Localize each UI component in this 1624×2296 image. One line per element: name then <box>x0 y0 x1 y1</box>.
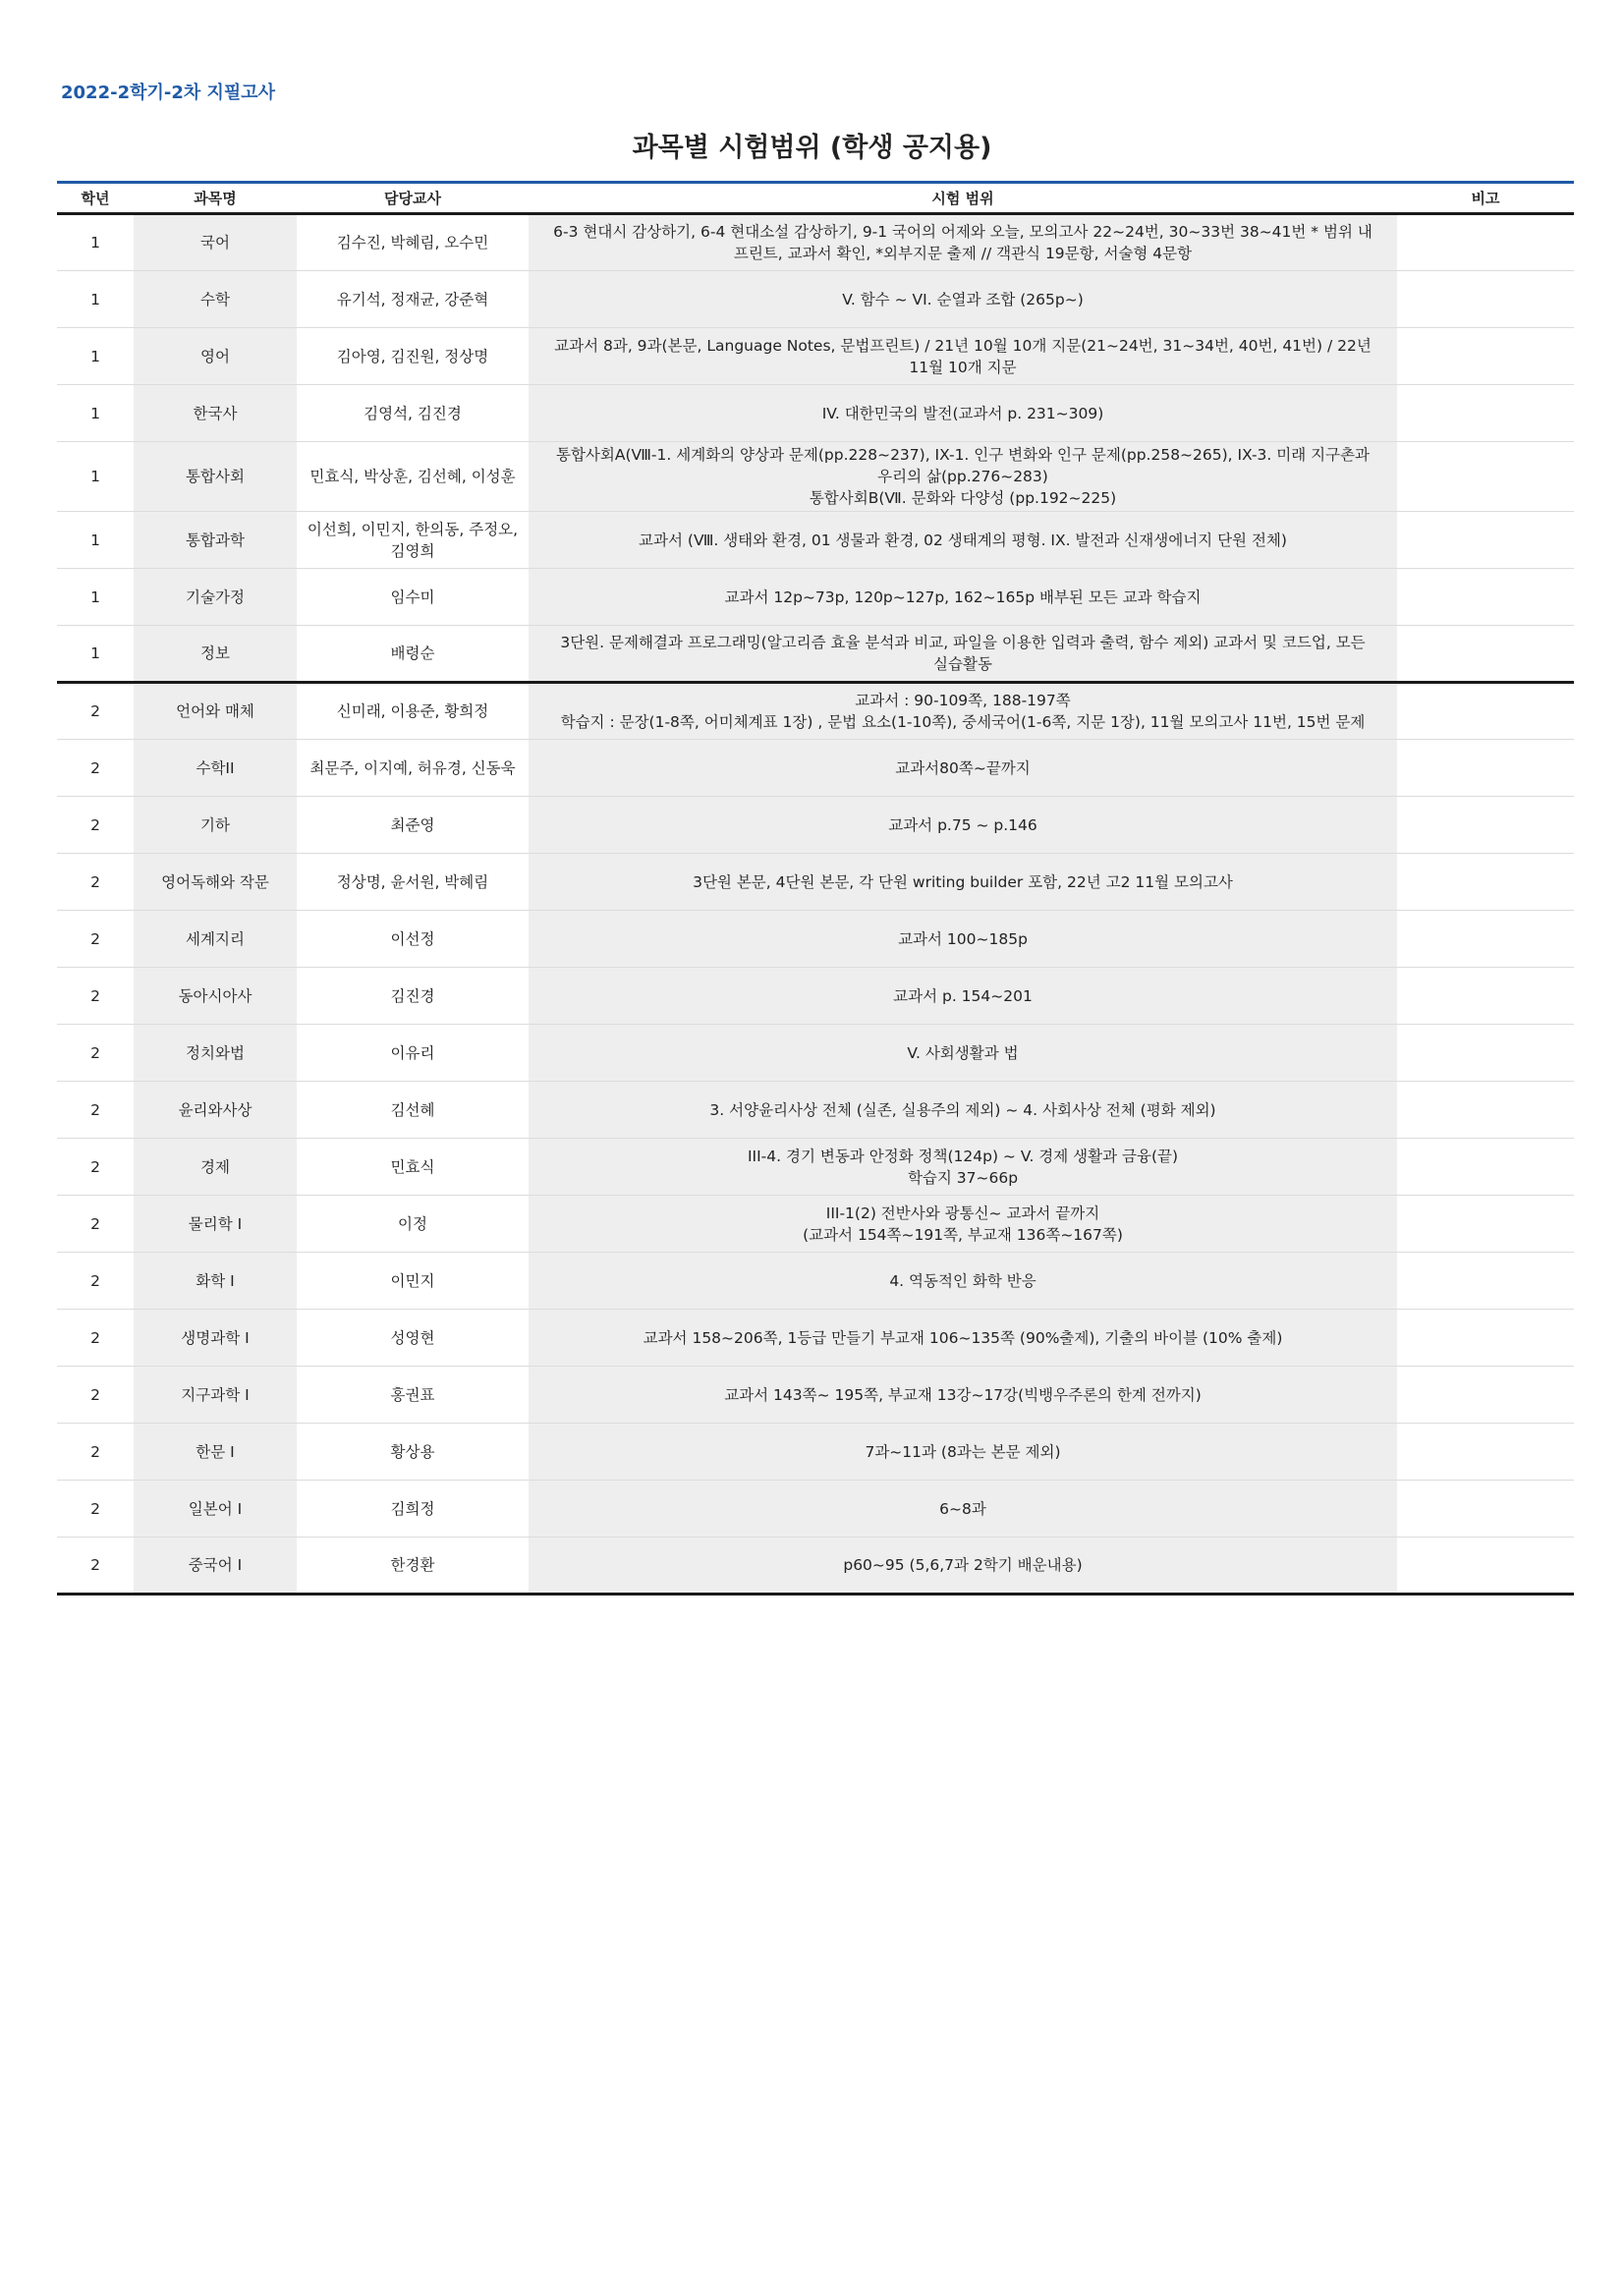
cell-grade: 2 <box>57 854 134 911</box>
cell-subject: 물리학 I <box>134 1196 297 1253</box>
cell-subject: 수학II <box>134 740 297 797</box>
cell-scope: p60~95 (5,6,7과 2학기 배운내용) <box>529 1538 1397 1595</box>
cell-subject: 지구과학 I <box>134 1367 297 1424</box>
cell-scope: IV. 대한민국의 발전(교과서 p. 231~309) <box>529 385 1397 442</box>
table-row <box>57 1367 1574 1424</box>
cell-grade: 2 <box>57 740 134 797</box>
cell-teachers: 신미래, 이용준, 황희정 <box>297 683 529 740</box>
cell-teachers: 이선정 <box>297 911 529 968</box>
cell-scope: 교과서80쪽~끝까지 <box>529 740 1397 797</box>
cell-subject: 한문 I <box>134 1424 297 1481</box>
table-row <box>57 626 1574 683</box>
column-header-note: 비고 <box>1397 183 1574 214</box>
cell-teachers: 황상용 <box>297 1424 529 1481</box>
cell-scope: 교과서 100~185p <box>529 911 1397 968</box>
page-title: 과목별 시험범위 (학생 공지용) <box>632 133 992 163</box>
cell-scope: 교과서 143쪽~ 195쪽, 부교재 13강~17강(빅뱅우주론의 한계 전까지) <box>529 1367 1397 1424</box>
cell-subject: 영어독해와 작문 <box>134 854 297 911</box>
table-row <box>57 442 1574 512</box>
cell-subject: 수학 <box>134 271 297 328</box>
cell-teachers: 이민지 <box>297 1253 529 1310</box>
table-row <box>57 385 1574 442</box>
cell-teachers: 배령순 <box>297 626 529 683</box>
table-row <box>57 1253 1574 1310</box>
cell-scope: 교과서 p.75 ~ p.146 <box>529 797 1397 854</box>
table-row <box>57 1481 1574 1538</box>
cell-note <box>1397 1253 1574 1310</box>
cell-grade: 2 <box>57 1538 134 1595</box>
cell-grade: 1 <box>57 385 134 442</box>
cell-teachers: 민효식 <box>297 1139 529 1196</box>
cell-note <box>1397 385 1574 442</box>
cell-subject: 영어 <box>134 328 297 385</box>
cell-teachers: 김영석, 김진경 <box>297 385 529 442</box>
cell-note <box>1397 512 1574 569</box>
cell-grade: 1 <box>57 214 134 271</box>
cell-grade: 2 <box>57 683 134 740</box>
cell-scope: 교과서 12p~73p, 120p~127p, 162~165p 배부된 모든 교과 학습지 <box>529 569 1397 626</box>
table-header-row <box>57 183 1574 214</box>
table-row <box>57 1082 1574 1139</box>
cell-subject: 통합사회 <box>134 442 297 512</box>
cell-grade: 2 <box>57 1481 134 1538</box>
column-header-subject: 과목명 <box>134 183 297 214</box>
cell-grade: 2 <box>57 968 134 1025</box>
cell-subject: 중국어 I <box>134 1538 297 1595</box>
table-row <box>57 854 1574 911</box>
cell-subject: 국어 <box>134 214 297 271</box>
cell-teachers: 이정 <box>297 1196 529 1253</box>
cell-subject: 통합과학 <box>134 512 297 569</box>
cell-scope: 6~8과 <box>529 1481 1397 1538</box>
cell-scope: 통합사회A(Ⅷ-1. 세계화의 양상과 문제(pp.228~237), IX-1. 인구 변화와 인구 문제(pp.258~265), IX-3. 미래 지구촌과 우리의 삶(pp.276~283) 통합사회B(Ⅶ. 문화와 다양성 (pp.192~225) <box>529 442 1397 512</box>
cell-scope: 교과서 (Ⅷ. 생태와 환경, 01 생물과 환경, 02 생태계의 평형. IX. 발전과 신재생에너지 단원 전체) <box>529 512 1397 569</box>
cell-teachers: 최준영 <box>297 797 529 854</box>
cell-subject: 한국사 <box>134 385 297 442</box>
cell-grade: 2 <box>57 911 134 968</box>
cell-note <box>1397 797 1574 854</box>
cell-note <box>1397 1082 1574 1139</box>
cell-scope: 교과서 p. 154~201 <box>529 968 1397 1025</box>
cell-scope: 3단원 본문, 4단원 본문, 각 단원 writing builder 포함, 22년 고2 11월 모의고사 <box>529 854 1397 911</box>
table-row <box>57 1310 1574 1367</box>
table-row <box>57 512 1574 569</box>
cell-note <box>1397 1025 1574 1082</box>
cell-teachers: 민효식, 박상훈, 김선혜, 이성훈 <box>297 442 529 512</box>
cell-teachers: 유기석, 정재균, 강준혁 <box>297 271 529 328</box>
cell-note <box>1397 1367 1574 1424</box>
cell-scope: 3. 서양윤리사상 전체 (실존, 실용주의 제외) ~ 4. 사회사상 전체 (평화 제외) <box>529 1082 1397 1139</box>
table-row <box>57 797 1574 854</box>
cell-subject: 언어와 매체 <box>134 683 297 740</box>
cell-subject: 일본어 I <box>134 1481 297 1538</box>
cell-subject: 윤리와사상 <box>134 1082 297 1139</box>
cell-note <box>1397 1424 1574 1481</box>
table-row <box>57 1424 1574 1481</box>
cell-scope: V. 함수 ~ VI. 순열과 조합 (265p~) <box>529 271 1397 328</box>
cell-teachers: 김진경 <box>297 968 529 1025</box>
cell-teachers: 김수진, 박혜림, 오수민 <box>297 214 529 271</box>
cell-teachers: 최문주, 이지예, 허유경, 신동욱 <box>297 740 529 797</box>
table-row <box>57 214 1574 271</box>
cell-grade: 1 <box>57 512 134 569</box>
cell-subject: 경제 <box>134 1139 297 1196</box>
cell-grade: 2 <box>57 1139 134 1196</box>
cell-scope: 4. 역동적인 화학 반응 <box>529 1253 1397 1310</box>
cell-note <box>1397 683 1574 740</box>
table-row <box>57 683 1574 740</box>
cell-scope: 교과서 : 90-109쪽, 188-197쪽 학습지 : 문장(1-8쪽, 어미체계표 1장) , 문법 요소(1-10쪽), 중세국어(1-6쪽, 지문 1장), 11월 모의고사 11번, 15번 문제 <box>529 683 1397 740</box>
cell-grade: 2 <box>57 1310 134 1367</box>
exam-range-table <box>57 181 1574 1596</box>
document-label: 2022-2학기-2차 지필고사 <box>61 83 276 103</box>
column-header-teachers: 담당교사 <box>297 183 529 214</box>
cell-subject: 기하 <box>134 797 297 854</box>
table-row <box>57 968 1574 1025</box>
cell-note <box>1397 1481 1574 1538</box>
cell-subject: 정보 <box>134 626 297 683</box>
cell-teachers: 임수미 <box>297 569 529 626</box>
table-row <box>57 328 1574 385</box>
cell-grade: 1 <box>57 328 134 385</box>
cell-grade: 2 <box>57 1367 134 1424</box>
cell-note <box>1397 626 1574 683</box>
cell-subject: 생명과학 I <box>134 1310 297 1367</box>
cell-grade: 2 <box>57 1253 134 1310</box>
cell-scope: 교과서 8과, 9과(본문, Language Notes, 문법프린트) / 21년 10월 10개 지문(21~24번, 31~34번, 40번, 41번) / 22년 11월 10개 지문 <box>529 328 1397 385</box>
cell-scope: 3단원. 문제해결과 프로그래밍(알고리즘 효율 분석과 비교, 파일을 이용한 입력과 출력, 함수 제외) 교과서 및 코드업, 모든 실습활동 <box>529 626 1397 683</box>
cell-teachers: 김희정 <box>297 1481 529 1538</box>
cell-subject: 정치와법 <box>134 1025 297 1082</box>
table-row <box>57 1538 1574 1595</box>
cell-note <box>1397 1310 1574 1367</box>
cell-scope: 6-3 현대시 감상하기, 6-4 현대소설 감상하기, 9-1 국어의 어제와 오늘, 모의고사 22~24번, 30~33번 38~41번 * 범위 내 프린트, 교과서 확인, *외부지문 출제 // 객관식 19문항, 서술형 4문항 <box>529 214 1397 271</box>
cell-teachers: 정상명, 윤서원, 박혜림 <box>297 854 529 911</box>
cell-grade: 2 <box>57 797 134 854</box>
cell-teachers: 홍권표 <box>297 1367 529 1424</box>
cell-subject: 기술가정 <box>134 569 297 626</box>
cell-grade: 1 <box>57 569 134 626</box>
cell-teachers: 김아영, 김진원, 정상명 <box>297 328 529 385</box>
column-header-grade: 학년 <box>57 183 134 214</box>
cell-note <box>1397 968 1574 1025</box>
table-row <box>57 1196 1574 1253</box>
cell-note <box>1397 1538 1574 1595</box>
cell-grade: 2 <box>57 1025 134 1082</box>
cell-subject: 세계지리 <box>134 911 297 968</box>
table-row <box>57 1139 1574 1196</box>
cell-teachers: 이선희, 이민지, 한의동, 주정오, 김영희 <box>297 512 529 569</box>
cell-teachers: 성영현 <box>297 1310 529 1367</box>
cell-note <box>1397 854 1574 911</box>
cell-scope: 교과서 158~206쪽, 1등급 만들기 부교재 106~135쪽 (90%출제), 기출의 바이블 (10% 출제) <box>529 1310 1397 1367</box>
cell-scope: 7과~11과 (8과는 본문 제외) <box>529 1424 1397 1481</box>
table-row <box>57 740 1574 797</box>
table-row <box>57 569 1574 626</box>
cell-teachers: 김선혜 <box>297 1082 529 1139</box>
cell-grade: 2 <box>57 1424 134 1481</box>
cell-note <box>1397 442 1574 512</box>
cell-grade: 2 <box>57 1082 134 1139</box>
cell-note <box>1397 911 1574 968</box>
cell-subject: 화학 I <box>134 1253 297 1310</box>
table-body <box>57 214 1574 1595</box>
cell-teachers: 한경환 <box>297 1538 529 1595</box>
table-row <box>57 911 1574 968</box>
cell-scope: III-4. 경기 변동과 안정화 정책(124p) ~ V. 경제 생활과 금융(끝) 학습지 37~66p <box>529 1139 1397 1196</box>
cell-scope: V. 사회생활과 법 <box>529 1025 1397 1082</box>
column-header-scope: 시험 범위 <box>529 183 1397 214</box>
cell-note <box>1397 214 1574 271</box>
cell-note <box>1397 328 1574 385</box>
cell-grade: 1 <box>57 271 134 328</box>
cell-grade: 1 <box>57 442 134 512</box>
cell-note <box>1397 569 1574 626</box>
cell-note <box>1397 271 1574 328</box>
table-row <box>57 271 1574 328</box>
cell-note <box>1397 1196 1574 1253</box>
cell-note <box>1397 740 1574 797</box>
cell-teachers: 이유리 <box>297 1025 529 1082</box>
table-row <box>57 1025 1574 1082</box>
cell-grade: 1 <box>57 626 134 683</box>
cell-scope: III-1(2) 전반사와 광통신~ 교과서 끝까지 (교과서 154쪽~191쪽, 부교재 136쪽~167쪽) <box>529 1196 1397 1253</box>
cell-subject: 동아시아사 <box>134 968 297 1025</box>
cell-grade: 2 <box>57 1196 134 1253</box>
cell-note <box>1397 1139 1574 1196</box>
